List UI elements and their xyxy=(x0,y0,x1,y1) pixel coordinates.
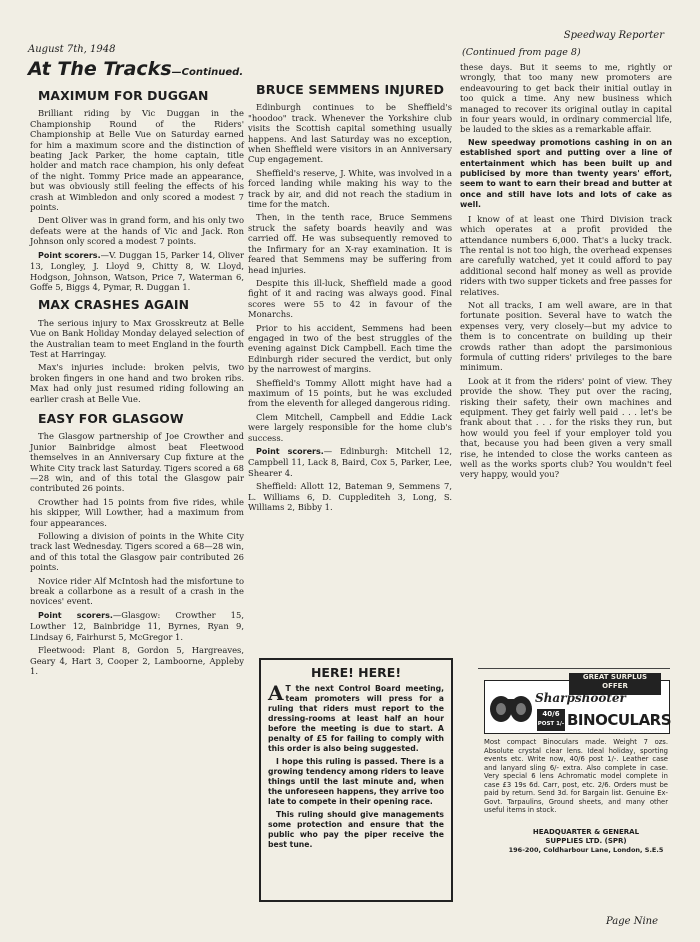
box-paragraph: I hope this ruling is passed. There is a growing tendency among riders to leave things until the last minute and, when the unforeseen happens, they arrive too late to compete in their opening race. xyxy=(268,757,444,806)
article-paragraph: Sheffield's reserve, J. White, was involved in a forced landing while making his way to the track by air, and did not reach the stadium in time for the match. xyxy=(248,167,452,210)
article-paragraph: Not all tracks, I am well aware, are in that fortunate position. Several have to watch the expenses very, very closely—but my advice to them is to concentrate on building up their crowds rather than adopt the parsimonious formula of cutting riders' privileges to the bare minimum. xyxy=(460,299,672,373)
point-scorers-text: —V. Duggan 15, Parker 14, Oliver 13, Longley, J. Lloyd 9, Chitty 8, W. Lloyd, Hodgson, Johnson, Watson, Price 7, Waterman 6, Goffe 5, Biggs 4, Pymar, R. Duggan 1. xyxy=(30,249,244,292)
ad-body-text: Most compact Binoculars made. Weight 7 ozs. Absolute crystal clear lens. Ideal holiday, sporting events etc. Write now, 40/6 post 1/-. Leather case and lanyard sling 6/- extra. Also complete in case. Very special 6 lens Achromatic model complete in case £3 19s 6d. Carr, post, etc. 2/6. Orders must be paid by return. Send 3d. for Bargain list. Genuine Ex-Govt. Tarpaulins, Ground sheets, and many other useful items in stock. xyxy=(484,738,668,814)
headline-maximum-for-duggan: MAXIMUM FOR DUGGAN xyxy=(38,88,209,103)
point-scorers-label: Point scorers. xyxy=(38,250,101,260)
box-paragraph-text: T the next Control Board meeting, team promoters will press for a ruling that riders must report to the dressing-rooms at least half an hour before the meeting is due to start. A penalty of £5 for failing to comply with this order is also being suggested. xyxy=(268,684,444,753)
article-paragraph: Prior to his accident, Semmens had been engaged in two of the best struggles of the evening against Dick Campbell. Each time the Edinburgh rider secured the verdict, but only by the narrowest of margins. xyxy=(248,322,452,375)
ad-banner xyxy=(484,673,672,734)
point-scorers-label: Point scorers. xyxy=(256,447,324,456)
article-paragraph: Brilliant riding by Vic Duggan in the Championship Round of the Riders' Championship at Belle Vue on Saturday earned for him a maximum score and the distinction of beating Jack Parker, the home captain, title holder and match race champion, his only defeat of the night. Tommy Price made an appearance, but was obviously still feeling the effects of his crash at Wimbledon and only scored a modest 7 points. xyxy=(30,108,244,213)
article-paragraph: I know of at least one Third Division track which operates at a profit provided the attendance numbers 6,000. That's a lucky track. The rental is not too high, the overhead expenses are carefully watched, yet it could afford to pay additional second half money as well as provide riders with two supper tickets and free passes for relatives. xyxy=(460,213,672,297)
article-paragraph: Clem Mitchell, Campbell and Eddie Lack were largely responsible for the home club's success. xyxy=(248,411,452,443)
article-paragraph: Edinburgh continues to be Sheffield's "hoodoo" track. Whenever the Yorkshire club visits the Scottish capital something usually happens. And last Saturday was no exception, when Sheffield were visitors in an Anniversary Cup engagement. xyxy=(248,102,452,165)
point-scorers-sheffield: Sheffield: Allott 12, Bateman 9, Semmens 7, L. Williams 6, D. Cupplediteh 3, Long, S. Williams 2, Bibby 1. xyxy=(248,481,452,513)
point-scorers-text: —Glasgow: Crowther 15, Lowther 12, Bainbridge 11, Byrnes, Ryan 9, Lindsay 6, Fairhurst 5, McGregor 1. xyxy=(30,609,244,642)
binoculars-icon xyxy=(487,687,537,727)
ad-price: 40/6 xyxy=(542,710,560,718)
section-title xyxy=(28,58,243,80)
article-paragraph: Look at it from the riders' point of view. They provide the show. They put over the racing, risking their safety, their own machines and equipment. They get fairly well paid . . . let's be frank about that . . . for the risks they run, but how would you feel if your employer told you that, because you had been given a very small rise, he intended to close the works canteen as well as the works sports club? You wouldn't feel very happy, would you? xyxy=(460,375,672,480)
point-scorers-label: Point scorers. xyxy=(38,610,113,620)
headline-bruce-semmens-injured: BRUCE SEMMENS INJURED xyxy=(256,82,445,97)
ad-postage: POST 1/- xyxy=(537,721,565,727)
article-paragraph: Novice rider Alf McIntosh had the misfortune to break a collarbone as a result of a crash in the novices' event. xyxy=(30,575,244,607)
box-paragraph xyxy=(268,681,444,754)
issue-date: August 7th, 1948 xyxy=(28,44,116,55)
headline-easy-for-glasgow: EASY FOR GLASGOW xyxy=(38,410,184,426)
article-paragraph: Following a division of points in the White City track last Wednesday. Tigers scored a 68—28 win, and of this total the Glasgow pair contributed 26 points. xyxy=(30,531,244,573)
binoculars-advertisement xyxy=(484,668,672,896)
ad-company-line1: HEADQUARTER & GENERAL xyxy=(532,828,640,836)
section-title-text: At The Tracks xyxy=(28,58,172,80)
article-paragraph: The serious injury to Max Grosskreutz at Belle Vue on Bank Holiday Monday delayed selection of the Australian team to meet England in the fourth Test at Harringay. xyxy=(30,317,244,359)
article-paragraph: these days. But it seems to me, rightly or wrongly, that too many new promoters are endeavouring to get back their initial outlay in too quick a time. Any new business which managed to recover its original outlay in capital in four years would, in ordinary commercial life, be lauded to the skies as a remarkable affair. xyxy=(460,62,672,135)
section-title-sub: —Continued. xyxy=(171,67,244,78)
ad-company-line2: SUPPLIES LTD. (SPR) xyxy=(545,836,627,845)
article-paragraph: The Glasgow partnership of Joe Crowther and Junior Bainbridge almost beat Fleetwood themselves in an Anniversary Cup fixture at the White City track last Saturday. Tigers scored a 68—28 win, and of this total the Glasgow pair contributed 26 points. xyxy=(30,431,244,494)
drop-cap: A xyxy=(268,681,284,705)
article-paragraph: Sheffield's Tommy Allott might have had a maximum of 15 points, but he was excluded from the eleventh for alleged dangerous riding. xyxy=(248,377,452,409)
article-paragraph: Dent Oliver was in grand form, and his only two defeats were at the hands of Vic and Jack. Ron Johnson only scored a modest 7 points. xyxy=(30,215,244,247)
article-paragraph: Crowther had 15 points from five rides, while his skipper, Will Lowther, had a maximum from four appearances. xyxy=(30,496,244,528)
continued-note: (Continued from page 8) xyxy=(462,47,581,58)
point-scorers xyxy=(248,446,452,478)
column-2 xyxy=(248,82,452,515)
point-scorers-text: — Edinburgh: Mitchell 12, Campbell 11, Lack 8, Baird, Cox 5, Parker, Lee, Shearer 4. xyxy=(248,446,452,478)
box-paragraph: This ruling should give managements some protection and ensure that the public who pay the piper receive the best tune. xyxy=(268,810,444,849)
article-paragraph: Despite this ill-luck, Sheffield made a good fight of it and racing was always good. Final scores were 55 to 42 in favour of the Monarchs. xyxy=(248,277,452,320)
ad-company xyxy=(504,828,668,854)
point-scorers xyxy=(30,250,244,293)
headline-max-crashes-again: MAX CRASHES AGAIN xyxy=(38,297,190,313)
article-paragraph: Then, in the tenth race, Bruce Semmens struck the safety boards heavily and was carried off. He was subsequently removed to the Infirmary for an X-ray examination. It is feared that Semmens may be suffering from head injuries. xyxy=(248,212,452,275)
ad-company-address: 196-200, Coldharbour Lane, London, S.E.5 xyxy=(508,845,664,854)
column-1 xyxy=(30,88,244,679)
point-scorers-fleetwood: Fleetwood: Plant 8, Gordon 5, Hargreaves, Geary 4, Hart 3, Cooper 2, Lamboorne, Appleby 1. xyxy=(30,645,244,676)
point-scorers xyxy=(30,610,244,642)
ad-brand: Sharpshooter xyxy=(535,691,626,705)
ad-product-name: BINOCULARS xyxy=(567,711,672,729)
ad-price-box xyxy=(537,709,565,731)
page-number: Page Nine xyxy=(605,916,658,927)
here-here-box xyxy=(259,658,453,902)
article-bold-paragraph: New speedway promotions cashing in on an established sport and putting over a line of entertainment which has been built up and publicised by more than twenty years' effort, seem to want to earn their bread and butter at once and still have lots and lots of cake as well. xyxy=(460,137,672,210)
publication-name: Speedway Reporter xyxy=(563,30,664,41)
ad-offer-badge: GREAT SURPLUS OFFER xyxy=(569,673,661,695)
box-heading: HERE! HERE! xyxy=(310,665,402,680)
article-paragraph: Max's injuries include: broken pelvis, two broken fingers in one hand and two broken ribs. Max had only just resumed riding following an earlier crash at Belle Vue. xyxy=(30,362,244,404)
column-3 xyxy=(460,62,672,483)
